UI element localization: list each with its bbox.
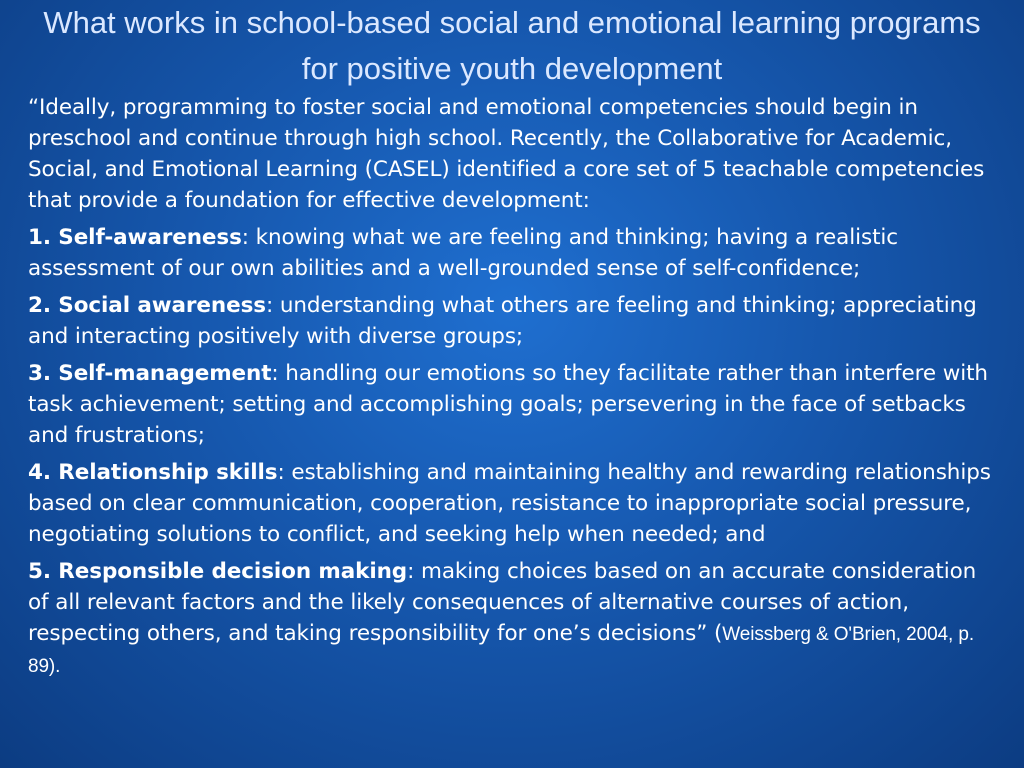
slide-title: What works in school-based social and emotional learning programs for positive youth development xyxy=(43,5,981,86)
competency-item xyxy=(28,222,1003,284)
competency-description: : establishing and maintaining healthy and rewarding relationships based on clear communication, cooperation, resistance to inappropriate social pressure, negotiating solutions to conflict, and seeking help when needed; and xyxy=(28,460,991,547)
competency-item xyxy=(28,290,1003,352)
competency-term: 2. Social awareness xyxy=(28,293,266,318)
competency-term: 5. Responsible decision making xyxy=(28,559,408,584)
competency-item xyxy=(28,556,1003,682)
slide-body xyxy=(28,92,1003,688)
citation: Weissberg & O'Brien, 2004, p. 89). xyxy=(28,624,975,677)
competency-item xyxy=(28,457,1003,550)
competency-description: : knowing what we are feeling and thinking; having a realistic assessment of our own abilities and a well-grounded sense of self-confidence; xyxy=(28,225,899,281)
competency-item xyxy=(28,358,1003,451)
competency-description: : understanding what others are feeling and thinking; appreciating and interacting positively with diverse groups; xyxy=(28,293,977,349)
competency-description: : making choices based on an accurate consideration of all relevant factors and the likely consequences of alternative courses of action, respecting others, and taking responsibility for one’s decisions” ( xyxy=(28,559,977,646)
competency-term: 4. Relationship skills xyxy=(28,460,278,485)
intro-paragraph: “Ideally, programming to foster social and emotional competencies should begin in preschool and continue through high school. Recently, the Collaborative for Academic, Social, and Emotional Learning (CASEL) identified a core set of 5 teachable competencies that provide a foundation for effective development: xyxy=(28,95,985,213)
competency-term: 1. Self-awareness xyxy=(28,225,242,250)
competency-term: 3. Self-management xyxy=(28,361,272,386)
competency-description: : handling our emotions so they facilitate rather than interfere with task achievement; setting and accomplishing goals; persevering in the face of setbacks and frustrations; xyxy=(28,361,988,448)
